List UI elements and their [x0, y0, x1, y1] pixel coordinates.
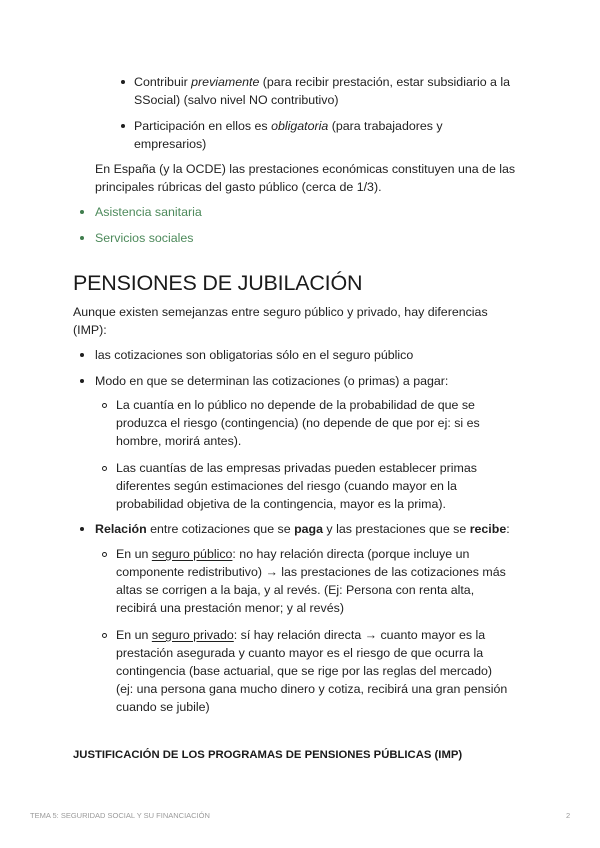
bullet-disc: [80, 379, 84, 383]
subsection-heading: JUSTIFICACIÓN DE LOS PROGRAMAS DE PENSIONES PÚBLICAS (IMP): [73, 749, 463, 761]
list-item-line: empresarios): [134, 137, 207, 151]
sublist-line: cuando se jubile): [116, 700, 210, 714]
list-item-participacion: [134, 117, 443, 135]
sublist-line: La cuantía en lo público no depende de la probabilidad de que se: [116, 398, 475, 412]
bullet-disc: [121, 124, 125, 128]
section-title: PENSIONES DE JUBILACIÓN: [73, 271, 363, 295]
sublist-line: recibirá una prestación menor; y al revés): [116, 601, 344, 615]
list-item-cotizaciones: las cotizaciones son obligatorias sólo en el seguro público: [95, 348, 414, 362]
bullet-circle: [102, 552, 107, 557]
sublist-line: contingencia (base actuarial, que se rige por las reglas del mercado): [116, 664, 493, 678]
list-item-text: Contribuir: [134, 75, 192, 89]
bullet-circle: [102, 633, 107, 638]
sublist-line: Las cuantías de las empresas privadas pueden establecer primas: [116, 461, 477, 475]
bold-text: Relación: [95, 522, 147, 536]
list-item-text: En un: [116, 547, 152, 561]
sublist-line: diferentes según estimaciones del riesgo (cuando mayor en la: [116, 479, 457, 493]
bold-text: paga: [294, 522, 323, 536]
page-number: 2: [566, 811, 571, 820]
emphasis-text: previamente: [191, 75, 260, 89]
paragraph-line: En España (y la OCDE) las prestaciones económicas constituyen una de las: [95, 162, 516, 176]
list-item-text: y las prestaciones que se: [322, 522, 470, 536]
underlined-text: seguro privado: [151, 628, 234, 642]
list-item-text: entre cotizaciones que se: [146, 522, 295, 536]
sublist-line: [116, 545, 469, 563]
underlined-text: seguro público: [151, 547, 233, 561]
bold-text: recibe: [469, 522, 507, 536]
bullet-disc: [80, 527, 84, 531]
list-item-text: :: [506, 522, 510, 536]
list-item-text: : no hay relación directa (porque incluye un: [232, 547, 470, 561]
sublist-line: hombre, morirá antes).: [116, 434, 242, 448]
list-item-text: (para recibir prestación, estar subsidiario a la: [259, 75, 511, 89]
intro-line: Aunque existen semejanzas entre seguro público y privado, hay diferencias: [73, 305, 488, 319]
bullet-circle: [102, 466, 107, 471]
sublist-line: produzca el riesgo (contingencia) (no depende de que por ej: si es: [116, 416, 480, 430]
link-servicios-sociales[interactable]: Servicios sociales: [95, 231, 194, 245]
sublist-line: [116, 626, 485, 644]
intro-line: (IMP):: [73, 323, 107, 337]
list-item-contribuir: [134, 73, 510, 91]
list-item-text: Participación en ellos es: [134, 119, 272, 133]
list-item-text: : sí hay relación directa → cuanto mayor es la: [233, 628, 486, 642]
sublist-line: componente redistributivo) → las prestaciones de las cotizaciones más: [116, 565, 506, 579]
list-item-text: En un: [116, 628, 152, 642]
sublist-line: prestación asegurada y cuanto mayor es el riesgo de que ocurra la: [116, 646, 484, 660]
bullet-disc: [80, 210, 84, 214]
list-item-relacion: [95, 520, 510, 538]
list-item-line: SSocial) (salvo nivel NO contributivo): [134, 93, 339, 107]
sublist-line: altas se corrigen a la baja, y al revés. (Ej: Persona con renta alta,: [116, 583, 475, 597]
sublist-line: (ej: una persona gana mucho dinero y cotiza, recibirá una gran pensión: [116, 682, 508, 696]
list-item-text: (para trabajadores y: [328, 119, 443, 133]
emphasis-text: obligatoria: [271, 119, 329, 133]
bullet-disc: [80, 236, 84, 240]
bullet-disc: [80, 353, 84, 357]
sublist-line: probabilidad objetiva de la contingencia, mayor es la prima).: [116, 497, 446, 511]
bullet-disc: [121, 80, 125, 84]
footer-title: TEMA 5: SEGURIDAD SOCIAL Y SU FINANCIACIÓN: [30, 811, 210, 820]
list-item-modo: Modo en que se determinan las cotizaciones (o primas) a pagar:: [95, 374, 449, 388]
bullet-circle: [102, 403, 107, 408]
link-asistencia-sanitaria[interactable]: Asistencia sanitaria: [95, 205, 202, 219]
paragraph-line: principales rúbricas del gasto público (cerca de 1/3).: [95, 180, 382, 194]
